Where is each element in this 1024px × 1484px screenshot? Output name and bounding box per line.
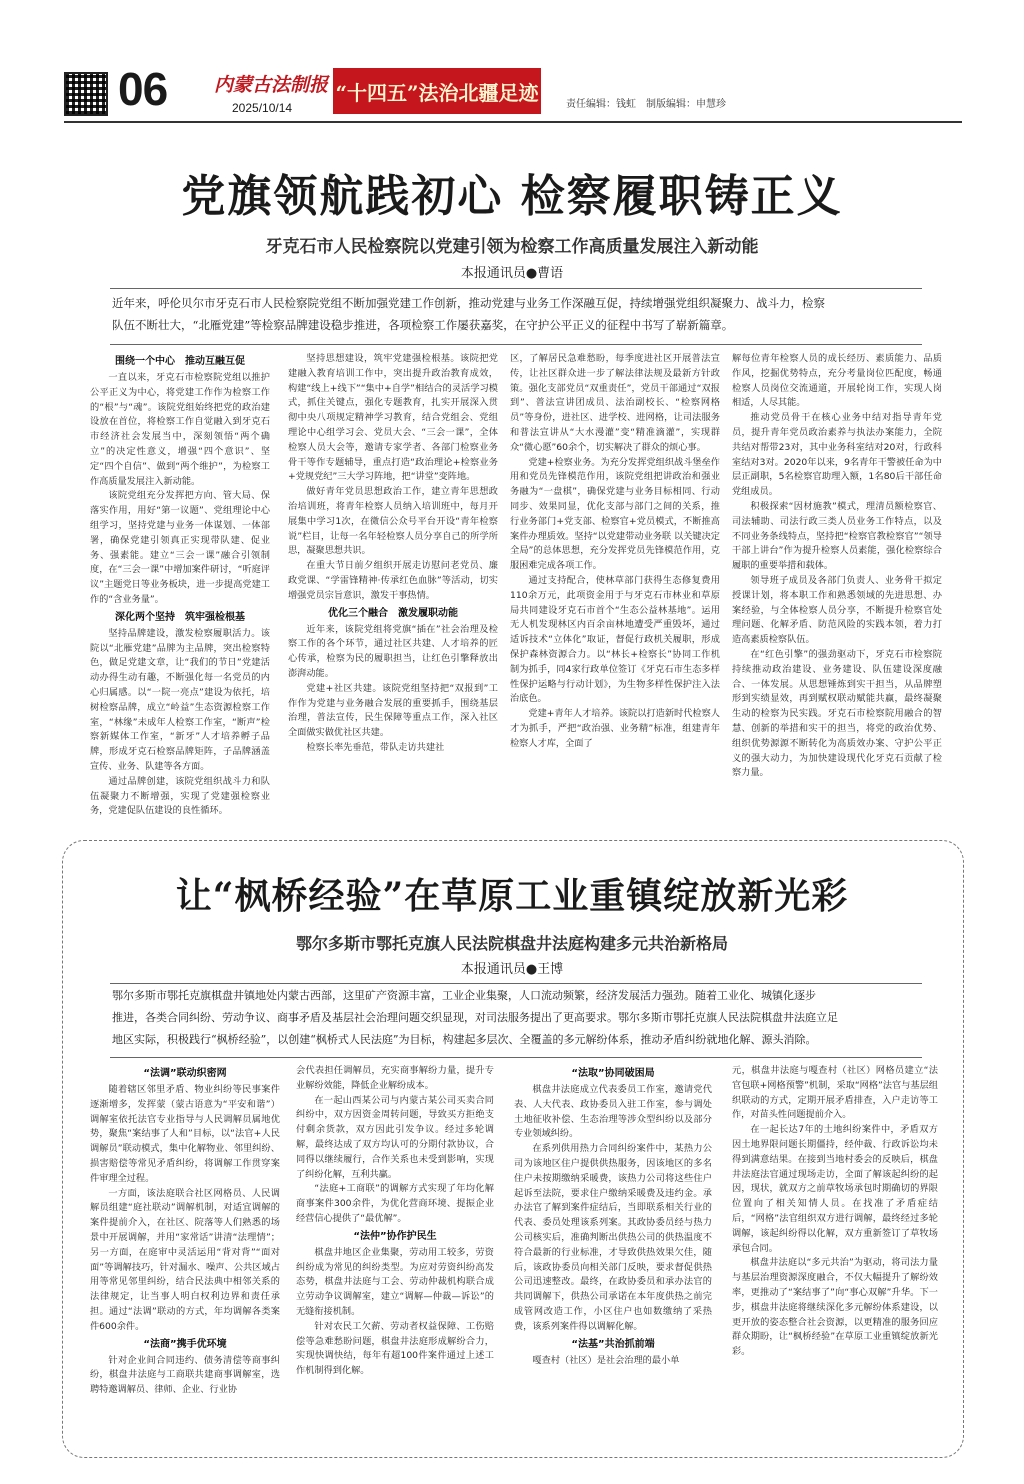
paragraph: 坚持品牌建设，激发检察履职活力。该院以“北雁党建”品牌为主品牌，突出检察特色，做足党建文章，让“我们的节日”党建活动办得生动有趣，不断强化每一名党员的内心归属感。以“一院一亮点”建设为依托，培树检察品牌，成立“岭益”生态资源检察工作室，“林缘”未成年人检察工作室，“断声”检察新媒体工作室，“新牙”人才培养孵子品牌，形成牙克石检察品牌矩阵，子品牌涵盖宣传、业务、队建等各方面。: [90, 627, 270, 772]
article1-column-2: [288, 352, 498, 828]
lead-divider: [110, 983, 922, 984]
paragraph: 会代表担任调解员，充实商事解纷力量，提升专业解纷效能，降低企业解纷成本。: [296, 1065, 494, 1091]
paragraph: 棋盘井法庭成立代表委员工作室，邀请党代表、人大代表、政协委员入驻工作室，参与调处土地征收补偿、生态治理等涉众型纠纷以及部分专业领域纠纷。: [514, 1084, 712, 1140]
paragraph: 棋盘井地区企业集聚，劳动用工较多，劳资纠纷成为常见的纠纷类型。为应对劳资纠纷高发态势，棋盘井法庭与工会、劳动仲裁机构联合成立劳动争议调解室，建立“调解—仲裁—诉讼”的无缝衔接机制。: [296, 1246, 494, 1317]
paragraph: 在重大节日前夕组织开展走访慰问老党员、廉政党课、“学雷锋精神·传承红色血脉”等活动，切实增强党员宗旨意识，激发干事热情。: [288, 560, 498, 601]
lead-divider: [110, 1057, 922, 1058]
article1-lead: [112, 292, 922, 338]
paragraph: 通过支持配合，使林草部门获得生态修复费用110余万元，此项资金用于与牙克石市林业和草原局共同建设牙克石市首个“生态公益林基地”。运用无人机发现林区内百余亩林地遭受严重毁坏，通过适诉技术“立体化”取证，督促行政机关履职，形成保护森林资源合力。以“林长+检察长”协同工作机制为抓手，同4家行政单位签订《牙克石市生态多样性保护运略与行动计划》，为生物多样性保护注入法治底色。: [510, 574, 720, 705]
paragraph: “法庭+工商联”的调解方式实现了年均化解商事案件300余件，为优化营商环境、提振企业经营信心提供了“最优解”。: [296, 1183, 494, 1224]
paragraph: 检察长率先垂范，带队走访共建社: [306, 741, 445, 753]
paragraph: 一直以来，牙克石市检察院党组以推护公平正义为中心，将党建工作作为检察工作的“根”与“魂”。该院党组始终把党的政治建设放在首位，将检察工作自觉融入到牙克石市经济社会发展当中，深刻领悟“两个确立”的决定性意义，增强“四个意识”、坚定“四个自信”、做到“两个维护”，为检察工作高质量发展注入新动能。: [90, 372, 270, 487]
lead-line: 队伍不断壮大，“北雁党建”等检察品牌建设稳步推进，各项检察工作屡获嘉奖，在守护公平正义的征程中书写了崭新篇章。: [112, 318, 734, 332]
article2-byline: 本报通讯员●王博: [460, 962, 564, 977]
section-heading: “法商”携手优环境: [143, 1338, 227, 1350]
paragraph: 在“红色引擎”的强劲驱动下，牙克石市检察院持续推动政治建设、业务建设、队伍建设深度融合、一体发展。从思想锤炼到实干担当，从品牌塑形到实绩显效，再到赋权联动赋能共赢，最终凝聚生动的检察为民实践。牙克石市检察院用融合的智慧、创新的举措和实干的担当，将党的政治优势、组织优势源源不断转化为高质效办案、守护公平正义的强大动力，为加快建设现代化牙克石贡献了检察力量。: [732, 648, 942, 779]
article1-headline: 党旗领航践初心 检察履职铸正义: [181, 171, 843, 222]
section-heading: 围绕一个中心 推动互融互促: [115, 356, 245, 367]
editor-credits: 责任编辑：钱虹 制版编辑：申慧珍: [566, 99, 726, 110]
article2-column-3: [514, 1064, 712, 1448]
lead-divider: [110, 344, 922, 345]
paragraph: 解每位青年检察人员的成长经历、素质能力、品质作风，挖掘优势特点，充分考量岗位匹配度，畅通检察人员岗位交流通道，开展轮岗工作，实现人岗相适，人尽其能。: [732, 353, 942, 409]
paragraph: 区，了解居民急难愁盼，每季度进社区开展普法宣传，让社区群众进一步了解法律法规及最新方针政策。强化支部党员“双重责任”，党员干部通过“双报到”、普法宣讲团成员、法治副校长、“检察网格员”等身份，进社区、进学校、进网格，让司法服务和普法宣讲从“大水漫灌”变“精准滴灌”，实现群众“微心愿”60余个，切实解决了群众的烦心事。: [510, 353, 720, 453]
article1-byline: 本报通讯员●曹语: [460, 266, 564, 281]
lead-divider: [110, 288, 922, 289]
section-heading: 优化三个融合 激发履职动能: [328, 607, 458, 619]
section-heading: “法仲”协作护民生: [353, 1230, 437, 1242]
paragraph: 该院党组充分发挥把方向、管大局、保落实作用，用好“第一议题”、党组理论中心组学习，坚持党建与业务一体谋划、一体部署，确保党建引领真正实现带队建、促业务、强素能。建立“三会一课”融合引领制度，在“三会一课”中增加案件研讨，“听庭评议”主题党日等业务板块，进一步提高党建工作的“含业务量”。: [90, 490, 270, 605]
paragraph: 在一起山西某公司与内蒙古某公司买卖合同纠纷中，双方因资金周转问题，导致买方拒绝支付剩余货款，双方因此引发争议。经过多轮调解，最终达成了双方均认可的分期付款协议，合同得以继续履行，合作关系也未受到影响，实现了纠纷化解，互利共赢。: [296, 1094, 494, 1180]
paragraph: 做好青年党员思想政治工作，建立青年思想政治培训班，将青年检察人员纳入培训班中，每月开展集中学习1次，在微信公众号平台开设“青年检察说”栏目，让每一名年轻检察人员分享自己的所学所思，凝聚思想共识。: [288, 486, 498, 557]
paragraph: 领导班子成员及各部门负责人、业务骨干拟定授课计划，将本职工作和熟悉领域的先进思想、办案经验，与全体检察人员分享，不断提升检察官处理问题、化解矛盾、防范风险的实践本领，着力打造高素质检察队伍。: [732, 574, 942, 646]
section-heading: “法取”协同破困局: [571, 1068, 655, 1079]
article2-column-2: [296, 1064, 494, 1448]
article2-lead: [112, 985, 922, 1053]
paragraph: 棋盘井法庭以“多元共治”为驱动，将司法力量与基层治理资源深度融合，不仅大幅提升了解纷效率，更推动了“案结事了”向“事心双解”升华。下一步，棋盘井法庭将继续深化多元解纷体系建设，以更开放的姿态整合社会资源，以更精准的服务回应群众期盼，让“枫桥经验”在草原工业重镇绽放新光彩。: [732, 1257, 938, 1358]
lead-line: 推进，各类合同纠纷、劳动争议、商事矛盾及基层社会治理问题交织显现，对司法服务提出了更高要求。鄂尔多斯市鄂托克旗人民法院棋盘井法庭立足: [112, 1011, 838, 1024]
article2-column-1: [90, 1064, 280, 1448]
paragraph: 近年来，该院党组将党旗“插在”社会治理及检察工作的各个环节，通过社区共建、人才培养的匠心传承，检察为民的履职担当，让红色引擎释放出澎湃动能。: [288, 623, 498, 679]
paragraph: 推动党员骨干在核心业务中结对指导青年党员，提升青年党员政治素养与执法办案能力，全院共结对帮带23对，其中业务科室结对20对，行政科室结对3对。2020年以来，9名青年干警被任命为中层正副职，5名检察官助理入额，1名80后干部任命党组成员。: [732, 412, 942, 498]
paragraph: 针对农民工欠薪、劳动者权益保障、工伤赔偿等急难愁盼问题，棋盘井法庭形成解纷合力，实现快调快结，每年有超100件案件通过上述工作机制得到化解。: [296, 1320, 494, 1377]
qr-code: [64, 72, 108, 116]
paragraph: 坚持思想建设，筑牢党建强检根基。该院把党建融入教育培训工作中，突出提升政治教育成效，构建“线上+线下”“集中+自学”相结合的灵活学习模式，抓住关键点，强化专题教育，扎实开展深入贯彻中央八项规定精神学习教育，结合党组会、党组理论中心组学习会、党员大会、“三会一课”，全体检察人员大会等，邀请专家学者、各部门检察业务骨干等作专题辅导，重点打造“政治理论+检察业务+党规党纪”三大学习阵地，把“讲堂”变阵地。: [288, 353, 498, 483]
article2-column-4: [732, 1064, 938, 1448]
newspaper-logo: 内蒙古法制报: [214, 74, 329, 96]
section-banner: “十四五”法治北疆足迹: [333, 68, 541, 114]
lead-line: 鄂尔多斯市鄂托克旗棋盘井镇地处内蒙古西部，这里矿产资源丰富，工业企业集聚，人口流动频繁，经济发展活力强劲。随着工业化、城镇化逐步: [112, 989, 816, 1002]
paragraph: 党建+检察业务。为充分发挥党组织战斗堡垒作用和党员先锋模范作用，该院党组把讲政治和强业务融为“一盘棋”，确保党建与业务目标相同、行动同步、效果同显，优化支部与部门之间的关系，推行业务部门+党支部、检察官+党员模式，不断推高案件办理质效。坚持“以党建带动业务联 以关键决定全局”的总体思想，充分发挥党员先锋模范作用，克服困难完成各项工作。: [510, 456, 720, 572]
paragraph: 随着辖区邻里矛盾、物业纠纷等民事案件逐渐增多，发挥蒙（蒙古语意为“平安和谐”）调解室依托法官专业指导与人民调解员属地优势，聚焦“案结事了人和”目标，以“法官+人民调解员”联动模式，集中化解物业、邻里纠纷、损害赔偿等常见矛盾纠纷，将调解工作贯穿案件审理全过程。: [90, 1084, 280, 1184]
paragraph: 积极探索“因材施教”模式，理清员额检察官、司法辅助、司法行政三类人员业务工作特点，以及不同业务条线特点，坚持把“检察官教检察官”“领导干部上讲台”作为提升检察人员素能，强化检察综合履职的重要举措和载体。: [732, 500, 942, 572]
paragraph: 党建+社区共建。该院党组坚持把“双报到”工作作为党建与业务融合发展的重要抓手，围绕基层治理，普法宣传，民生保障等重点工作，深入社区全面做实做优社区共建。: [288, 682, 498, 739]
paragraph: 一方面，该法庭联合社区网格员、人民调解员组建“庭社联动”调解机制，对适宜调解的案件提前介入，在社区、院落等人们熟悉的场景中开展调解，并用“家常话”讲清“法理情”；另一方面，在庭审中灵活运用“背对背”“面对面”等调解技巧，针对漏水、噪声、公共区域占用等常见邻里纠纷，结合民法典中相邻关系的法律规定，让当事人明白权利边界和责任承担。通过“法调”联动的方式，年均调解各类案件600余件。: [90, 1187, 280, 1332]
article1-column-3: [510, 352, 720, 828]
paragraph: 嘎查村（社区）是社会治理的最小单: [532, 1354, 680, 1366]
section-heading: “法调”联动织密网: [143, 1068, 227, 1079]
lead-line: 地区实际，积极践行“枫桥经验”，以创建“枫桥式人民法庭”为目标，构建起多层次、全覆盖的多元解纷体系，推动矛盾纠纷就地化解、源头消除。: [112, 1033, 817, 1046]
header-rule: [64, 121, 962, 123]
issue-date: 2025/10/14: [232, 101, 293, 115]
paragraph: 在一起长达7年的土地纠纷案件中，矛盾双方因土地界限问题长期僵持，经仲裁、行政诉讼均未得到满意结果。在接到当地村委会的反映后，棋盘井法庭法官通过现场走访，全面了解该起纠纷的起因，现状，就双方之前草牧场承包时期确切的界限位置向了相关知情人员。在找准了矛盾症结后，“网格”法官组织双方进行调解，最终经过多轮调解，该起纠纷得以化解，双方重新签订了草牧场承包合同。: [732, 1124, 938, 1254]
page-number: 06: [118, 63, 168, 115]
article2-headline: 让“枫桥经验”在草原工业重镇绽放新光彩: [175, 875, 849, 917]
paragraph: 针对企业间合同违约、债务清偿等商事纠纷，棋盘井法庭与工商联共建商事调解室，选聘特邀调解员、律师、企业、行业协: [90, 1354, 280, 1396]
paragraph: 通过品牌创建，该院党组织战斗力和队伍凝聚力不断增强，实现了党建强检察业务，党建促队伍建设的良性循环。: [90, 775, 270, 817]
paragraph: 元，棋盘井法庭与嘎查村（社区）网格员建立“法官包联+网格预警”机制，采取“网格”法官与基层组织联动的方式，定期开展矛盾排查，入户走访等工作，对苗头性问题提前介入。: [732, 1065, 938, 1121]
paragraph: 党建+青年人才培养。该院以打造新时代检察人才为抓手，严把“政治强、业务精”标准，组建青年检察人才库，全面了: [510, 708, 720, 749]
article2-subhead: 鄂尔多斯市鄂托克旗人民法院棋盘井法庭构建多元共治新格局: [295, 934, 728, 953]
article1-column-4: [732, 352, 942, 828]
article1-subhead: 牙克石市人民检察院以党建引领为检察工作高质量发展注入新动能: [265, 237, 759, 257]
article1-column-1: [90, 352, 270, 828]
paragraph: 在系列供用热力合同纠纷案件中，某热力公司为该地区住户提供供热服务，因该地区的多名住户未按期缴纳采暖费，该热力公司将这些住户起诉至法院，要求住户缴纳采暖费及违约金。承办法官了解到案件症结后，当即联系相关行业的代表、委员处理该系列案。其政协委员经与热力公司核实后，准确判断出供热公司的供热温度不符合最新的行业标准，才导致供热效果欠佳，随后，该政协委员向相关部门反映，要求督促供热公司迅速整改。最终，在政协委员和承办法官的共同调解下，供热公司承诺在本年度供热之前完成管网改造工作，小区住户也如数缴纳了采热费，该系列案件得以调解化解。: [514, 1143, 712, 1332]
lead-line: 近年来，呼伦贝尔市牙克石市人民检察院党组不断加强党建工作创新，推动党建与业务工作深融互促，持续增强党组织凝聚力、战斗力，检察: [112, 296, 825, 310]
section-heading: “法基”共治抓前端: [571, 1338, 655, 1350]
section-heading: 深化两个坚持 筑牢强检根基: [115, 611, 245, 623]
